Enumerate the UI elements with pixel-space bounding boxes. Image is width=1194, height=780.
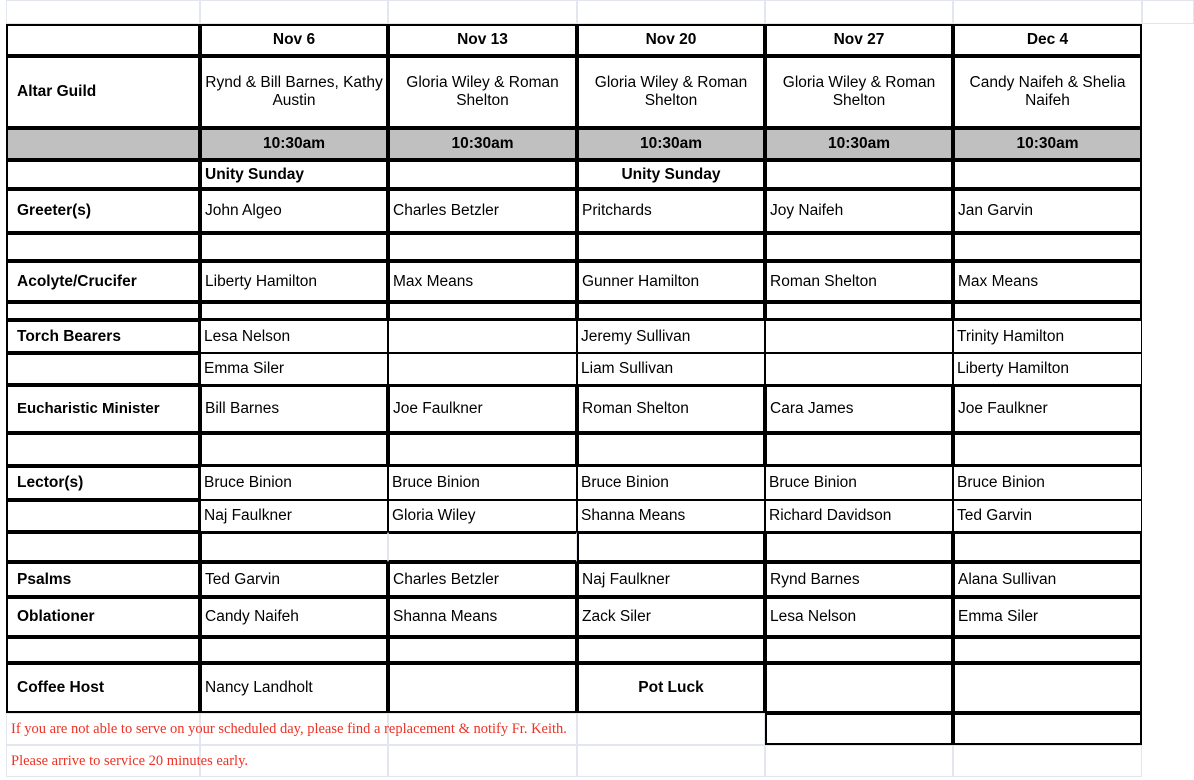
cell-torch2-nov-27[interactable] xyxy=(765,353,953,385)
spacer-cell[interactable] xyxy=(388,637,577,663)
cell-greeters-nov-13[interactable] xyxy=(388,189,577,233)
cell-psalms-nov-27[interactable] xyxy=(765,562,953,597)
cell-text: John Algeo xyxy=(205,202,282,220)
cell-text: Gloria Wiley & Roman Shelton xyxy=(782,74,936,109)
cell-text: Lesa Nelson xyxy=(204,327,291,345)
cell-text: Ted Garvin xyxy=(957,507,1032,525)
cell-text: Ted Garvin xyxy=(205,570,280,588)
column-header-label: Nov 20 xyxy=(645,31,697,49)
cell-text: Unity Sunday xyxy=(205,165,305,183)
cell-text: Emma Siler xyxy=(958,608,1039,626)
column-header-label: Nov 13 xyxy=(457,31,508,49)
spacer-cell[interactable] xyxy=(388,532,577,562)
cell-oblationer-nov-27[interactable] xyxy=(765,597,953,637)
cell-text: Liam Sullivan xyxy=(581,360,674,378)
gridline-cell[interactable] xyxy=(953,0,1142,24)
cell-event-nov-20[interactable] xyxy=(577,160,765,189)
cell-altar-guild-dec-4[interactable] xyxy=(953,56,1142,128)
gridline-cell[interactable] xyxy=(200,0,388,24)
spacer-cell[interactable] xyxy=(577,532,765,562)
spacer-cell[interactable] xyxy=(6,233,200,261)
cell-text: Charles Betzler xyxy=(393,570,499,588)
cell-text: Shanna Means xyxy=(393,608,498,626)
cell-altar-guild-nov-6[interactable] xyxy=(200,56,388,128)
cell-text: Naj Faulkner xyxy=(204,507,292,525)
cell-text: Alana Sullivan xyxy=(958,570,1057,588)
cell-acolyte-nov-27[interactable] xyxy=(765,261,953,302)
spacer-cell[interactable] xyxy=(765,637,953,663)
spacer-cell[interactable] xyxy=(6,433,200,466)
spacer-cell[interactable] xyxy=(577,302,765,320)
cell-time-nov-20[interactable] xyxy=(577,128,765,160)
cell-lector1-dec-4[interactable] xyxy=(953,466,1142,500)
cell-text: Bruce Binion xyxy=(581,474,669,492)
cell-greeters-nov-20[interactable] xyxy=(577,189,765,233)
cell-event-nov-27[interactable] xyxy=(765,160,953,189)
note-text-arrival: Please arrive to service 20 minutes early. xyxy=(11,752,249,769)
cell-acolyte-nov-6[interactable] xyxy=(200,261,388,302)
cell-text: Joy Naifeh xyxy=(770,202,844,220)
row-label-text: Psalms xyxy=(17,570,72,588)
cell-oblationer-dec-4[interactable] xyxy=(953,597,1142,637)
spacer-cell[interactable] xyxy=(765,433,953,466)
cell-text: Gloria Wiley & Roman Shelton xyxy=(594,74,748,109)
spacer-cell[interactable] xyxy=(200,433,388,466)
row-label-coffee-host[interactable] xyxy=(6,663,200,713)
cell-text: Roman Shelton xyxy=(582,400,689,418)
row-label-text: Lector(s) xyxy=(17,474,84,492)
cell-acolyte-nov-13[interactable] xyxy=(388,261,577,302)
cell-lector1-nov-13[interactable] xyxy=(388,466,577,500)
spacer-cell[interactable] xyxy=(953,233,1142,261)
row-label-acolyte-crucifer[interactable] xyxy=(6,261,200,302)
column-header-nov-13[interactable] xyxy=(388,24,577,56)
cell-altar-guild-nov-20[interactable] xyxy=(577,56,765,128)
cell-torch1-dec-4[interactable] xyxy=(953,320,1142,353)
spacer-cell[interactable] xyxy=(200,233,388,261)
cell-text: Gunner Hamilton xyxy=(582,272,700,290)
cell-text: Pritchards xyxy=(582,202,652,220)
cell-time-dec-4[interactable] xyxy=(953,128,1142,160)
column-header-dec-4[interactable] xyxy=(953,24,1142,56)
row-label-altar-guild[interactable] xyxy=(6,56,200,128)
row-label-psalms[interactable] xyxy=(6,562,200,597)
row-label-torch-bearers[interactable] xyxy=(6,320,200,353)
cell-lector2-dec-4[interactable] xyxy=(953,500,1142,532)
note-row-cell[interactable] xyxy=(953,713,1142,745)
cell-text: Gloria Wiley xyxy=(392,507,476,525)
row-label-text: Acolyte/Crucifer xyxy=(17,272,137,290)
cell-text: 10:30am xyxy=(1016,135,1079,153)
note-row-cell[interactable] xyxy=(953,745,1142,777)
cell-text: Rynd & Bill Barnes, Kathy Austin xyxy=(205,74,383,109)
cell-text: 10:30am xyxy=(451,135,514,153)
cell-text: Cara James xyxy=(770,400,854,418)
cell-greeters-nov-6[interactable] xyxy=(200,189,388,233)
cell-text: Jan Garvin xyxy=(958,202,1033,220)
spacer-cell[interactable] xyxy=(200,302,388,320)
cell-eucharistic-nov-20[interactable] xyxy=(577,385,765,433)
cell-psalms-nov-6[interactable] xyxy=(200,562,388,597)
cell-text: Candy Naifeh xyxy=(205,608,299,626)
table-corner-cell[interactable] xyxy=(6,24,200,56)
spacer-cell[interactable] xyxy=(6,302,200,320)
cell-text: Emma Siler xyxy=(204,360,285,378)
cell-text: 10:30am xyxy=(639,135,703,153)
column-header-label: Dec 4 xyxy=(1026,31,1069,49)
spacer-cell[interactable] xyxy=(200,532,388,562)
spacer-cell[interactable] xyxy=(388,302,577,320)
cell-event-nov-13[interactable] xyxy=(388,160,577,189)
row-label-text: Greeter(s) xyxy=(17,202,92,220)
cell-acolyte-dec-4[interactable] xyxy=(953,261,1142,302)
cell-text: Joe Faulkner xyxy=(393,400,483,418)
column-header-label: Nov 6 xyxy=(272,31,316,49)
cell-text: 10:30am xyxy=(262,135,326,153)
cell-altar-guild-nov-13[interactable] xyxy=(388,56,577,128)
cell-torch1-nov-20[interactable] xyxy=(577,320,765,353)
column-header-nov-27[interactable] xyxy=(765,24,953,56)
spacer-cell[interactable] xyxy=(765,233,953,261)
cell-coffee-host-dec-4[interactable] xyxy=(953,663,1142,713)
cell-text: Lesa Nelson xyxy=(770,608,857,626)
row-label-lectors-2[interactable] xyxy=(6,500,200,532)
cell-coffee-host-nov-20[interactable] xyxy=(577,663,765,713)
spacer-cell[interactable] xyxy=(765,532,953,562)
row-label-greeters[interactable] xyxy=(6,189,200,233)
cell-text: Pot Luck xyxy=(638,679,704,697)
cell-text: Zack Siler xyxy=(582,608,651,626)
spacer-cell[interactable] xyxy=(388,433,577,466)
cell-coffee-host-nov-27[interactable] xyxy=(765,663,953,713)
cell-torch1-nov-27[interactable] xyxy=(765,320,953,353)
spacer-cell[interactable] xyxy=(953,637,1142,663)
cell-coffee-host-nov-13[interactable] xyxy=(388,663,577,713)
cell-text: Unity Sunday xyxy=(621,165,721,183)
cell-text: Naj Faulkner xyxy=(582,570,670,588)
gridline-cell[interactable] xyxy=(6,0,200,24)
cell-eucharistic-dec-4[interactable] xyxy=(953,385,1142,433)
cell-text: Jeremy Sullivan xyxy=(581,327,691,345)
spacer-cell[interactable] xyxy=(577,433,765,466)
spacer-cell[interactable] xyxy=(953,302,1142,320)
cell-text: Max Means xyxy=(393,272,474,290)
row-label-text: Coffee Host xyxy=(17,679,104,697)
cell-greeters-dec-4[interactable] xyxy=(953,189,1142,233)
cell-text: Bruce Binion xyxy=(204,474,292,492)
cell-text: Liberty Hamilton xyxy=(205,272,317,290)
cell-text: Richard Davidson xyxy=(769,507,892,525)
cell-torch2-dec-4[interactable] xyxy=(953,353,1142,385)
gridline-cell[interactable] xyxy=(577,0,765,24)
row-label-text: Eucharistic Minister xyxy=(17,400,160,418)
cell-text: Roman Shelton xyxy=(770,272,877,290)
spacer-cell[interactable] xyxy=(765,302,953,320)
note-text-replacement: If you are not able to serve on your scheduled day, please find a replacement & notify Fr. Keith. xyxy=(11,720,567,737)
column-header-nov-6[interactable] xyxy=(200,24,388,56)
cell-eucharistic-nov-27[interactable] xyxy=(765,385,953,433)
cell-time-label[interactable] xyxy=(6,128,200,160)
row-label-text: Altar Guild xyxy=(17,83,97,101)
column-header-nov-20[interactable] xyxy=(577,24,765,56)
cell-text: Charles Betzler xyxy=(393,202,499,220)
cell-event-label[interactable] xyxy=(6,160,200,189)
cell-text: Bruce Binion xyxy=(769,474,857,492)
spacer-cell[interactable] xyxy=(953,433,1142,466)
row-label-oblationer[interactable] xyxy=(6,597,200,637)
cell-lector1-nov-27[interactable] xyxy=(765,466,953,500)
cell-text: 10:30am xyxy=(827,135,891,153)
cell-time-nov-6[interactable] xyxy=(200,128,388,160)
cell-event-dec-4[interactable] xyxy=(953,160,1142,189)
row-label-text: Oblationer xyxy=(17,608,95,626)
cell-lector2-nov-6[interactable] xyxy=(200,500,388,532)
spacer-cell[interactable] xyxy=(953,532,1142,562)
cell-oblationer-nov-13[interactable] xyxy=(388,597,577,637)
gridline-cell[interactable] xyxy=(388,0,577,24)
column-header-label: Nov 27 xyxy=(833,31,885,49)
cell-text: Rynd Barnes xyxy=(770,570,860,588)
note-row-cell[interactable] xyxy=(765,745,953,777)
spacer-cell[interactable] xyxy=(577,637,765,663)
cell-lector1-nov-20[interactable] xyxy=(577,466,765,500)
gridline-cell[interactable] xyxy=(765,0,953,24)
cell-text: Bruce Binion xyxy=(957,474,1045,492)
spacer-cell[interactable] xyxy=(200,637,388,663)
cell-text: Bill Barnes xyxy=(205,400,280,418)
cell-oblationer-nov-6[interactable] xyxy=(200,597,388,637)
cell-eucharistic-nov-6[interactable] xyxy=(200,385,388,433)
spacer-cell[interactable] xyxy=(577,233,765,261)
cell-time-nov-13[interactable] xyxy=(388,128,577,160)
cell-greeters-nov-27[interactable] xyxy=(765,189,953,233)
cell-torch1-nov-13[interactable] xyxy=(388,320,577,353)
cell-text: Joe Faulkner xyxy=(958,400,1048,418)
spacer-cell[interactable] xyxy=(6,637,200,663)
cell-text: Bruce Binion xyxy=(392,474,480,492)
cell-torch2-nov-6[interactable] xyxy=(200,353,388,385)
cell-text: Trinity Hamilton xyxy=(957,327,1065,345)
cell-lector1-nov-6[interactable] xyxy=(200,466,388,500)
cell-altar-guild-nov-27[interactable] xyxy=(765,56,953,128)
cell-text: Gloria Wiley & Roman Shelton xyxy=(406,74,559,109)
note-row-cell[interactable] xyxy=(577,745,765,777)
row-label-eucharistic-minister[interactable] xyxy=(6,385,200,433)
cell-torch2-nov-20[interactable] xyxy=(577,353,765,385)
cell-text: Liberty Hamilton xyxy=(957,360,1069,378)
cell-event-nov-6[interactable] xyxy=(200,160,388,189)
row-label-lectors[interactable] xyxy=(6,466,200,500)
cell-lector2-nov-27[interactable] xyxy=(765,500,953,532)
spacer-cell[interactable] xyxy=(388,233,577,261)
cell-text: Nancy Landholt xyxy=(205,679,313,697)
cell-lector2-nov-20[interactable] xyxy=(577,500,765,532)
cell-torch2-nov-13[interactable] xyxy=(388,353,577,385)
cell-eucharistic-nov-13[interactable] xyxy=(388,385,577,433)
cell-psalms-dec-4[interactable] xyxy=(953,562,1142,597)
cell-text: Shanna Means xyxy=(581,507,686,525)
cell-acolyte-nov-20[interactable] xyxy=(577,261,765,302)
gridline-cell[interactable] xyxy=(1142,0,1194,24)
cell-time-nov-27[interactable] xyxy=(765,128,953,160)
cell-psalms-nov-13[interactable] xyxy=(388,562,577,597)
cell-torch1-nov-6[interactable] xyxy=(200,320,388,353)
cell-text: Max Means xyxy=(958,272,1039,290)
spacer-cell[interactable] xyxy=(6,532,200,562)
row-label-torch-bearers-2[interactable] xyxy=(6,353,200,385)
cell-lector2-nov-13[interactable] xyxy=(388,500,577,532)
cell-coffee-host-nov-6[interactable] xyxy=(200,663,388,713)
cell-psalms-nov-20[interactable] xyxy=(577,562,765,597)
row-label-text: Torch Bearers xyxy=(17,327,121,345)
cell-text: Candy Naifeh & Shelia Naifeh xyxy=(969,74,1126,109)
cell-oblationer-nov-20[interactable] xyxy=(577,597,765,637)
